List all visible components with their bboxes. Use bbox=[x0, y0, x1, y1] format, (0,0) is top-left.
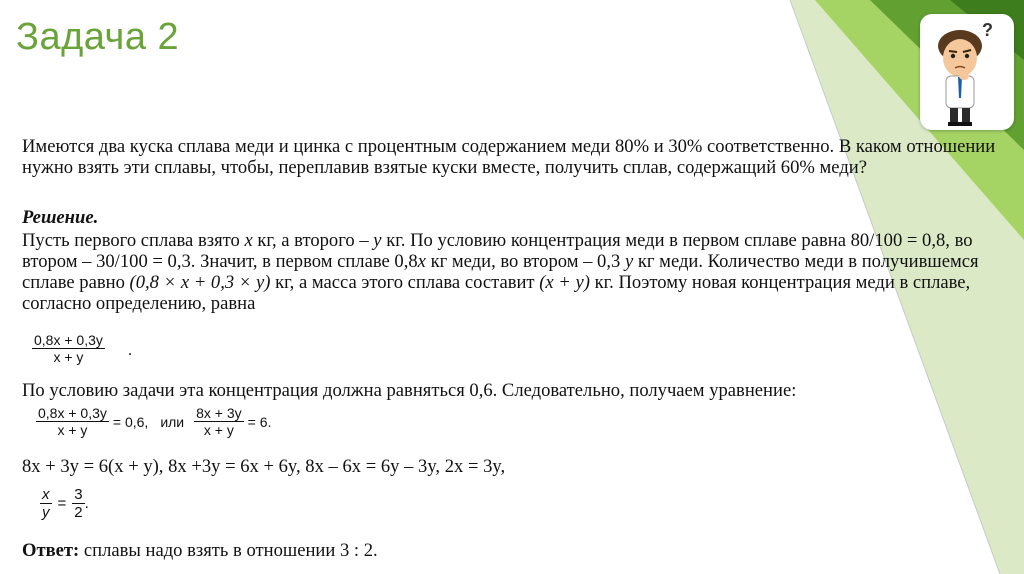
thinking-man-question-icon bbox=[920, 14, 1014, 130]
equation-row bbox=[36, 405, 271, 438]
fraction-denominator: x + y bbox=[32, 348, 105, 365]
solution-text-g: кг. Поэтому новая концентрация меди в сплаве, согласно определению, равна bbox=[22, 272, 971, 314]
ratio-right-fraction bbox=[72, 486, 84, 521]
thinking-man-card bbox=[920, 14, 1014, 130]
solution-text-f: кг, а масса этого сплава составит bbox=[270, 272, 540, 293]
solution-text-e: кг меди. Количество меди в получившемся сплаве равно bbox=[22, 251, 979, 293]
equation-right-numerator: 8x + 3y bbox=[196, 405, 242, 421]
concentration-fraction bbox=[32, 332, 105, 365]
problem-text: Имеются два куска сплава меди и цинка с процентным содержанием меди 80% и 30% соответственно. В каком отношении нужно взять эти сплавы, чтобы, переплавив взятые куски вместе, получить сплав, содержащий 60% меди? bbox=[22, 136, 996, 178]
solution-text-b: кг, а второго – bbox=[252, 230, 374, 251]
ratio-row bbox=[40, 486, 89, 521]
equation-right-fraction bbox=[194, 405, 244, 438]
mass-expression: (x + y) bbox=[539, 272, 590, 293]
ratio-equals: = bbox=[57, 495, 67, 512]
equation-chain: 8x + 3y = 6(x + y), 8x +3y = 6x + 6y, 8x – 6x = 6y – 3y, 2x = 3y, bbox=[22, 456, 506, 477]
var-y-2: y bbox=[624, 251, 634, 272]
slide-title: Задача 2 bbox=[16, 16, 180, 58]
answer-line bbox=[22, 540, 378, 561]
equation-right-rhs: = 6. bbox=[247, 413, 272, 430]
answer-text: сплавы надо взять в отношении 3 : 2. bbox=[79, 540, 378, 561]
ratio-numerator: x bbox=[42, 486, 50, 503]
condition-paragraph: По условию задачи эта концентрация должна равняться 0,6. Следовательно, получаем уравнение: bbox=[22, 380, 797, 401]
var-x: x bbox=[244, 230, 253, 251]
ratio-right-numerator: 3 bbox=[74, 486, 83, 503]
var-x-2: x bbox=[417, 251, 426, 272]
equation-left-numerator: 0,8x + 0,3y bbox=[38, 405, 107, 421]
solution-paragraph bbox=[22, 230, 1012, 314]
solution-heading: Решение. bbox=[22, 207, 99, 228]
solution-text-a: Пусть первого сплава взято bbox=[22, 230, 245, 251]
ratio-right-denominator: 2 bbox=[74, 504, 83, 521]
solution-text-c: кг. По условию концентрация меди в первом сплаве равна 80/100 = 0,8, во втором – 30/100 = 0,3. Значит, в первом сплаве 0,8 bbox=[22, 230, 973, 272]
equation-or: или bbox=[160, 413, 185, 430]
fraction-numerator: 0,8x + 0,3y bbox=[34, 332, 103, 348]
equation-left-rhs: = 0,6, bbox=[112, 413, 149, 430]
var-y: y bbox=[373, 230, 382, 251]
answer-label: Ответ: bbox=[22, 540, 80, 561]
ratio-left-fraction bbox=[40, 486, 52, 521]
ratio-denominator: y bbox=[42, 504, 50, 521]
svg-text:?: ? bbox=[982, 20, 993, 40]
fraction-tail: . bbox=[128, 342, 132, 359]
ratio-tail: . bbox=[84, 495, 89, 512]
equation-left-fraction bbox=[36, 405, 109, 438]
equation-right-denominator: x + y bbox=[194, 421, 244, 438]
solution-text-d: кг меди, во втором – 0,3 bbox=[425, 251, 625, 272]
equation-left-denominator: x + y bbox=[36, 421, 109, 438]
copper-amount-expression: (0,8 × x + 0,3 × y) bbox=[129, 272, 271, 293]
